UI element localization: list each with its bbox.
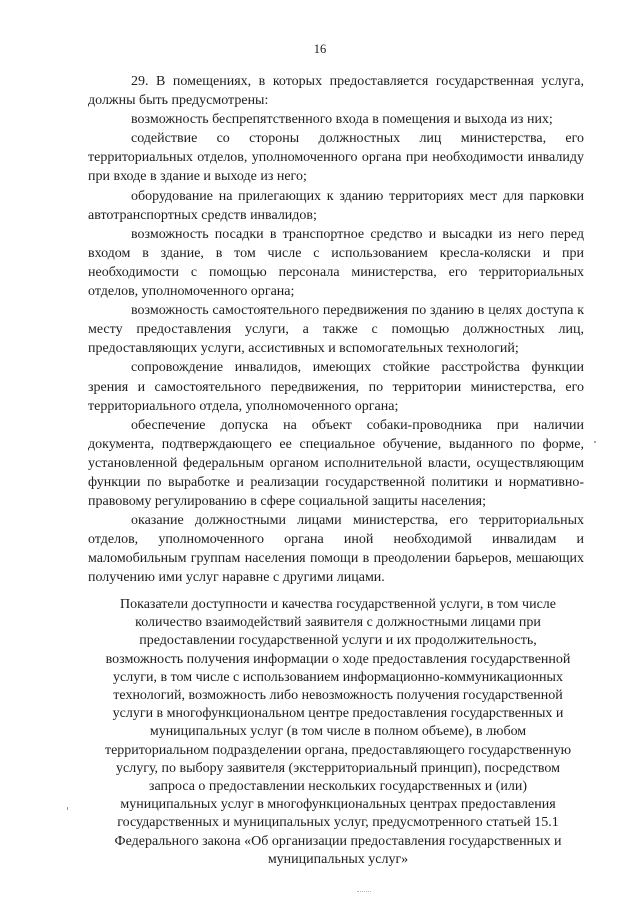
paragraph-guide-dog: обеспечение допуска на объект собаки-проводника при наличии документа, подтверждающего ее специальное обучение, выданного по форме, установленной федеральным органом исполнительной власти, осуществляющим функции по выработке и реализации государственной политики и нормативно-правовому регулированию в сфере социальной защиты населения; [88,417,584,510]
page-number: 16 [313,42,327,56]
paragraph-barrier-help: оказание должностными лицами министерства, его территориальных отделов, уполномоченного органа иной необходимой инвалидам и маломобильным группам населения помощи в преодолении барьеров, мешающих получению ими услуг наравне с другими лицами. [88,513,584,586]
scan-mark [357,891,371,893]
scan-speck [67,807,68,810]
scan-speck [594,441,596,443]
paragraph-parking: оборудование на прилегающих к зданию территориях мест для парковки автотранспортных средств инвалидов; [88,188,584,223]
body-text [88,72,584,588]
paragraph-escort: сопровождение инвалидов, имеющих стойкие расстройства функции зрения и самостоятельного передвижения, по территории министерства, его территориального отдела, уполномоченного органа; [88,360,584,414]
paragraph-entrance-access: возможность беспрепятственного входа в помещения и выхода из них; [131,112,553,128]
paragraph-movement-in-building: возможность самостоятельного передвижения по зданию в целях доступа к месту предоставления услуги, а также с помощью должностных лиц, предоставляющих услуги, ассистивных и вспомогательных технологий; [88,303,584,357]
paragraph-vehicle-boarding: возможность посадки в транспортное средство и высадки из него перед входом в здание, в том числе с использованием кресла-коляски и при необходимости с помощью персонала министерства, его территориальных отделов, уполномоченного органа; [88,226,584,300]
section-heading: Показатели доступности и качества государственной услуги, в том числе количество взаимодействий заявителя с должностными лицами при предоставлении государственной услуги и их продолжительность, возможность получения информации о ходе предоставления государственной услуги, в том числе с использованием информационно-коммуникационных технологий, возможность либо невозможность получения государственной услуги в многофункциональном центре предоставления государственных и муниципальных услуг (в том числе в полном объеме), в любом территориальном подразделении органа, предоставляющего государственную услугу, по выбору заявителя (экстерриториальный принцип), посредством запроса о предоставлении нескольких государственных и (или) муниципальных услуг в многофункциональных центрах предоставления государственных и муниципальных услуг, предусмотренного статьей 15.1 Федерального закона «Об организации предоставления государственных и муниципальных услуг» [104,597,572,867]
paragraph-item-29: 29. В помещениях, в которых предоставляется государственная услуга, должны быть предусмотрены: [88,74,584,109]
paragraph-staff-assistance: содействие со стороны должностных лиц министерства, его территориальных отделов, уполномоченного органа при необходимости инвалиду при входе в здание и выходе из него; [88,131,584,185]
